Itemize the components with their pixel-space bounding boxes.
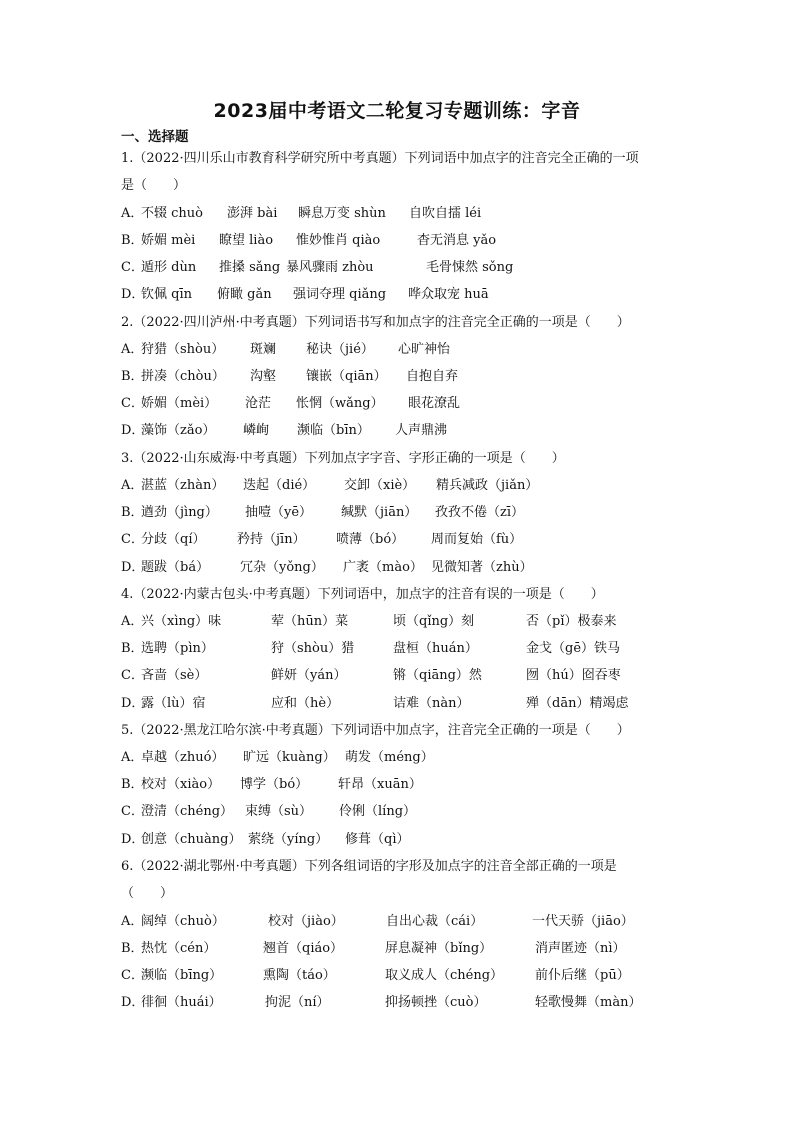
option-label: D． xyxy=(121,560,145,575)
option-item: 自吹自擂 léi xyxy=(409,206,482,221)
option-label: C． xyxy=(121,260,144,275)
option-row xyxy=(121,390,681,417)
option-item: 俯瞰 gǎn xyxy=(217,287,272,302)
option-item: 抽噎（yē） xyxy=(245,505,313,520)
option-row xyxy=(121,499,681,526)
option-item: 囫（hú）囵吞枣 xyxy=(526,668,621,683)
option-row xyxy=(121,962,681,989)
option-label: B． xyxy=(121,233,144,248)
question-stem: 5.（2022·黑龙江哈尔滨·中考真题）下列词语中加点字，注音完全正确的一项是（ ） xyxy=(121,723,630,738)
question-stem: 1.（2022·四川乐山市教育科学研究所中考真题）下列词语中加点字的注音完全正确的一项 xyxy=(121,151,639,166)
option-item: 锵（qiāng）然 xyxy=(393,668,482,683)
option-item: 怅惘（wǎng） xyxy=(296,396,384,411)
option-item: 遁形 dùn xyxy=(141,260,197,275)
option-label: B． xyxy=(121,777,144,792)
option-item: 抑扬顿挫（cuò） xyxy=(385,995,487,1010)
question-stem: 2.（2022·四川泸州·中考真题）下列词语书写和加点字的注音完全正确的一项是（ ） xyxy=(121,315,630,330)
option-row xyxy=(121,908,681,935)
option-item: 心旷神怡 xyxy=(398,342,451,357)
option-item: 惟妙惟肖 qiào xyxy=(296,233,381,248)
option-row xyxy=(121,744,681,771)
option-item: 秘诀（jié） xyxy=(306,342,374,357)
option-label: A． xyxy=(121,478,144,493)
option-item: 旷远（kuàng） xyxy=(243,750,336,765)
question-stem-cont: 是（ ） xyxy=(121,178,187,193)
option-item: 萌发（méng） xyxy=(345,750,434,765)
option-item: 前仆后继（pū） xyxy=(535,968,630,983)
option-label: B． xyxy=(121,941,144,956)
option-item: 热忱（cén） xyxy=(141,941,217,956)
option-item: 人声鼎沸 xyxy=(395,423,448,438)
option-item: 钦佩 qīn xyxy=(141,287,192,302)
option-item: 镶嵌（qiān） xyxy=(306,369,387,384)
option-row xyxy=(121,635,681,662)
option-item: 博学（bó） xyxy=(240,777,309,792)
option-item: 强词夺理 qiǎng xyxy=(293,287,387,302)
option-item: 消声匿迹（nì） xyxy=(535,941,626,956)
option-row xyxy=(121,472,681,499)
option-item: 徘徊（huái） xyxy=(141,995,222,1010)
option-row xyxy=(121,554,681,581)
option-item: 矜持（jīn） xyxy=(237,532,306,547)
option-label: C． xyxy=(121,804,144,819)
option-item: 校对（jiào） xyxy=(268,914,344,929)
option-row xyxy=(121,662,681,689)
option-row xyxy=(121,227,681,254)
option-item: 熏陶（táo） xyxy=(263,968,336,983)
section-heading: 一、选择题 xyxy=(121,129,189,145)
option-item: 选聘（pìn） xyxy=(141,641,214,656)
option-item: 杳无消息 yǎo xyxy=(417,233,497,248)
option-item: 殚（dān）精竭虑 xyxy=(526,696,629,711)
option-label: D． xyxy=(121,995,145,1010)
option-item: 狩猎（shòu） xyxy=(141,342,225,357)
option-item: 濒临（bīng） xyxy=(141,968,223,983)
option-row xyxy=(121,690,681,717)
option-label: C． xyxy=(121,396,144,411)
option-item: 兴（xìng）味 xyxy=(141,614,222,629)
option-label: C． xyxy=(121,668,144,683)
option-item: 沧茫 xyxy=(245,396,272,411)
option-item: 迭起（dié） xyxy=(243,478,316,493)
option-item: 瞬息万变 shùn xyxy=(298,206,386,221)
option-item: 澄清（chéng） xyxy=(141,804,234,819)
option-row xyxy=(121,798,681,825)
option-label: D． xyxy=(121,832,145,847)
option-item: 鲜妍（yán） xyxy=(271,668,347,683)
option-label: B． xyxy=(121,505,144,520)
option-item: 广袤（mào） xyxy=(343,560,423,575)
option-item: 自出心裁（cái） xyxy=(386,914,484,929)
option-item: 瞭望 liào xyxy=(219,233,274,248)
question-stem: 6.（2022·湖北鄂州·中考真题）下列各组词语的字形及加点字的注音全部正确的一项是 xyxy=(121,859,617,874)
option-label: D． xyxy=(121,423,145,438)
option-item: 眼花潦乱 xyxy=(408,396,461,411)
option-label: A． xyxy=(121,206,144,221)
question-stem: 4.（2022·内蒙古包头·中考真题）下列词语中，加点字的注音有误的一项是（ ） xyxy=(121,587,604,602)
option-item: 自抱自弃 xyxy=(406,369,459,384)
option-label: C． xyxy=(121,968,144,983)
option-row xyxy=(121,200,681,227)
option-item: 轻歌慢舞（màn） xyxy=(535,995,642,1010)
option-row xyxy=(121,281,681,308)
option-item: 湛蓝（zhàn） xyxy=(141,478,225,493)
option-item: 轩昂（xuān） xyxy=(338,777,422,792)
option-item: 狩（shòu）猎 xyxy=(271,641,355,656)
option-item: 荤（hūn）菜 xyxy=(271,614,349,629)
option-row xyxy=(121,417,681,444)
option-item: 藻饰（zǎo） xyxy=(141,423,216,438)
option-label: A． xyxy=(121,750,144,765)
question-stem-cont: （ ） xyxy=(121,886,174,901)
option-item: 娇媚（mèi） xyxy=(141,396,218,411)
option-item: 见微知著（zhù） xyxy=(431,560,533,575)
option-item: 嶙峋 xyxy=(243,423,270,438)
option-item: 冗杂（yǒng） xyxy=(240,560,324,575)
option-item: 阔绰（chuò） xyxy=(141,914,225,929)
option-item: 盘桓（huán） xyxy=(393,641,478,656)
option-row xyxy=(121,935,681,962)
option-item: 澎湃 bài xyxy=(227,206,278,221)
option-item: 毛骨悚然 sǒng xyxy=(426,260,514,275)
option-item: 孜孜不倦（zī） xyxy=(435,505,525,520)
option-item: 取义成人（chéng） xyxy=(385,968,504,983)
page-title: 2023届中考语文二轮复习专题训练：字音 xyxy=(213,100,581,122)
option-item: 喷薄（bó） xyxy=(336,532,405,547)
option-row xyxy=(121,336,681,363)
option-label: B． xyxy=(121,369,144,384)
option-item: 暴风骤雨 zhòu xyxy=(286,260,374,275)
option-row xyxy=(121,826,681,853)
option-row xyxy=(121,608,681,635)
option-label: A． xyxy=(121,342,144,357)
option-row xyxy=(121,254,681,281)
option-label: C． xyxy=(121,532,144,547)
option-item: 创意（chuàng） xyxy=(141,832,242,847)
option-item: 一代天骄（jiāo） xyxy=(532,914,634,929)
option-item: 诘难（nàn） xyxy=(393,696,470,711)
option-item: 哗众取宠 huā xyxy=(408,287,489,302)
option-item: 伶俐（líng） xyxy=(339,804,417,819)
option-item: 束缚（sù） xyxy=(245,804,313,819)
option-row xyxy=(121,526,681,553)
option-item: 推搡 sǎng xyxy=(219,260,281,275)
option-item: 拼凑（chòu） xyxy=(141,369,225,384)
option-item: 精兵减政（jiǎn） xyxy=(436,478,539,493)
option-label: A． xyxy=(121,914,144,929)
option-label: A． xyxy=(121,614,144,629)
option-item: 拘泥（ní） xyxy=(265,995,330,1010)
option-row xyxy=(121,363,681,390)
option-item: 濒临（bīn） xyxy=(297,423,370,438)
option-item: 翘首（qiáo） xyxy=(263,941,344,956)
option-item: 卓越（zhuó） xyxy=(141,750,225,765)
option-row xyxy=(121,989,681,1016)
option-label: D． xyxy=(121,287,145,302)
option-item: 周而复始（fù） xyxy=(431,532,523,547)
option-row xyxy=(121,771,681,798)
option-item: 顷（qǐng）刻 xyxy=(393,614,475,629)
option-item: 应和（hè） xyxy=(271,696,340,711)
option-item: 校对（xiào） xyxy=(141,777,221,792)
option-item: 屏息凝神（bǐng） xyxy=(385,941,493,956)
option-item: 娇媚 mèi xyxy=(141,233,196,248)
option-item: 缄默（jiān） xyxy=(341,505,418,520)
option-item: 题跋（bá） xyxy=(141,560,210,575)
option-item: 斑斓 xyxy=(250,342,277,357)
question-stem: 3.（2022·山东威海·中考真题）下列加点字字音、字形正确的一项是（ ） xyxy=(121,451,565,466)
option-item: 沟壑 xyxy=(250,369,277,384)
option-item: 修葺（qì） xyxy=(345,832,410,847)
option-label: B． xyxy=(121,641,144,656)
option-item: 否（pǐ）极泰来 xyxy=(526,614,617,629)
option-item: 分歧（qí） xyxy=(141,532,206,547)
option-item: 交卸（xiè） xyxy=(344,478,416,493)
option-item: 金戈（gē）铁马 xyxy=(526,641,621,656)
option-item: 遒劲（jìng） xyxy=(141,505,218,520)
option-item: 不辍 chuò xyxy=(141,206,203,221)
option-item: 露（lù）宿 xyxy=(141,696,206,711)
option-label: D． xyxy=(121,696,145,711)
option-item: 吝啬（sè） xyxy=(141,668,208,683)
option-item: 萦绕（yíng） xyxy=(248,832,329,847)
